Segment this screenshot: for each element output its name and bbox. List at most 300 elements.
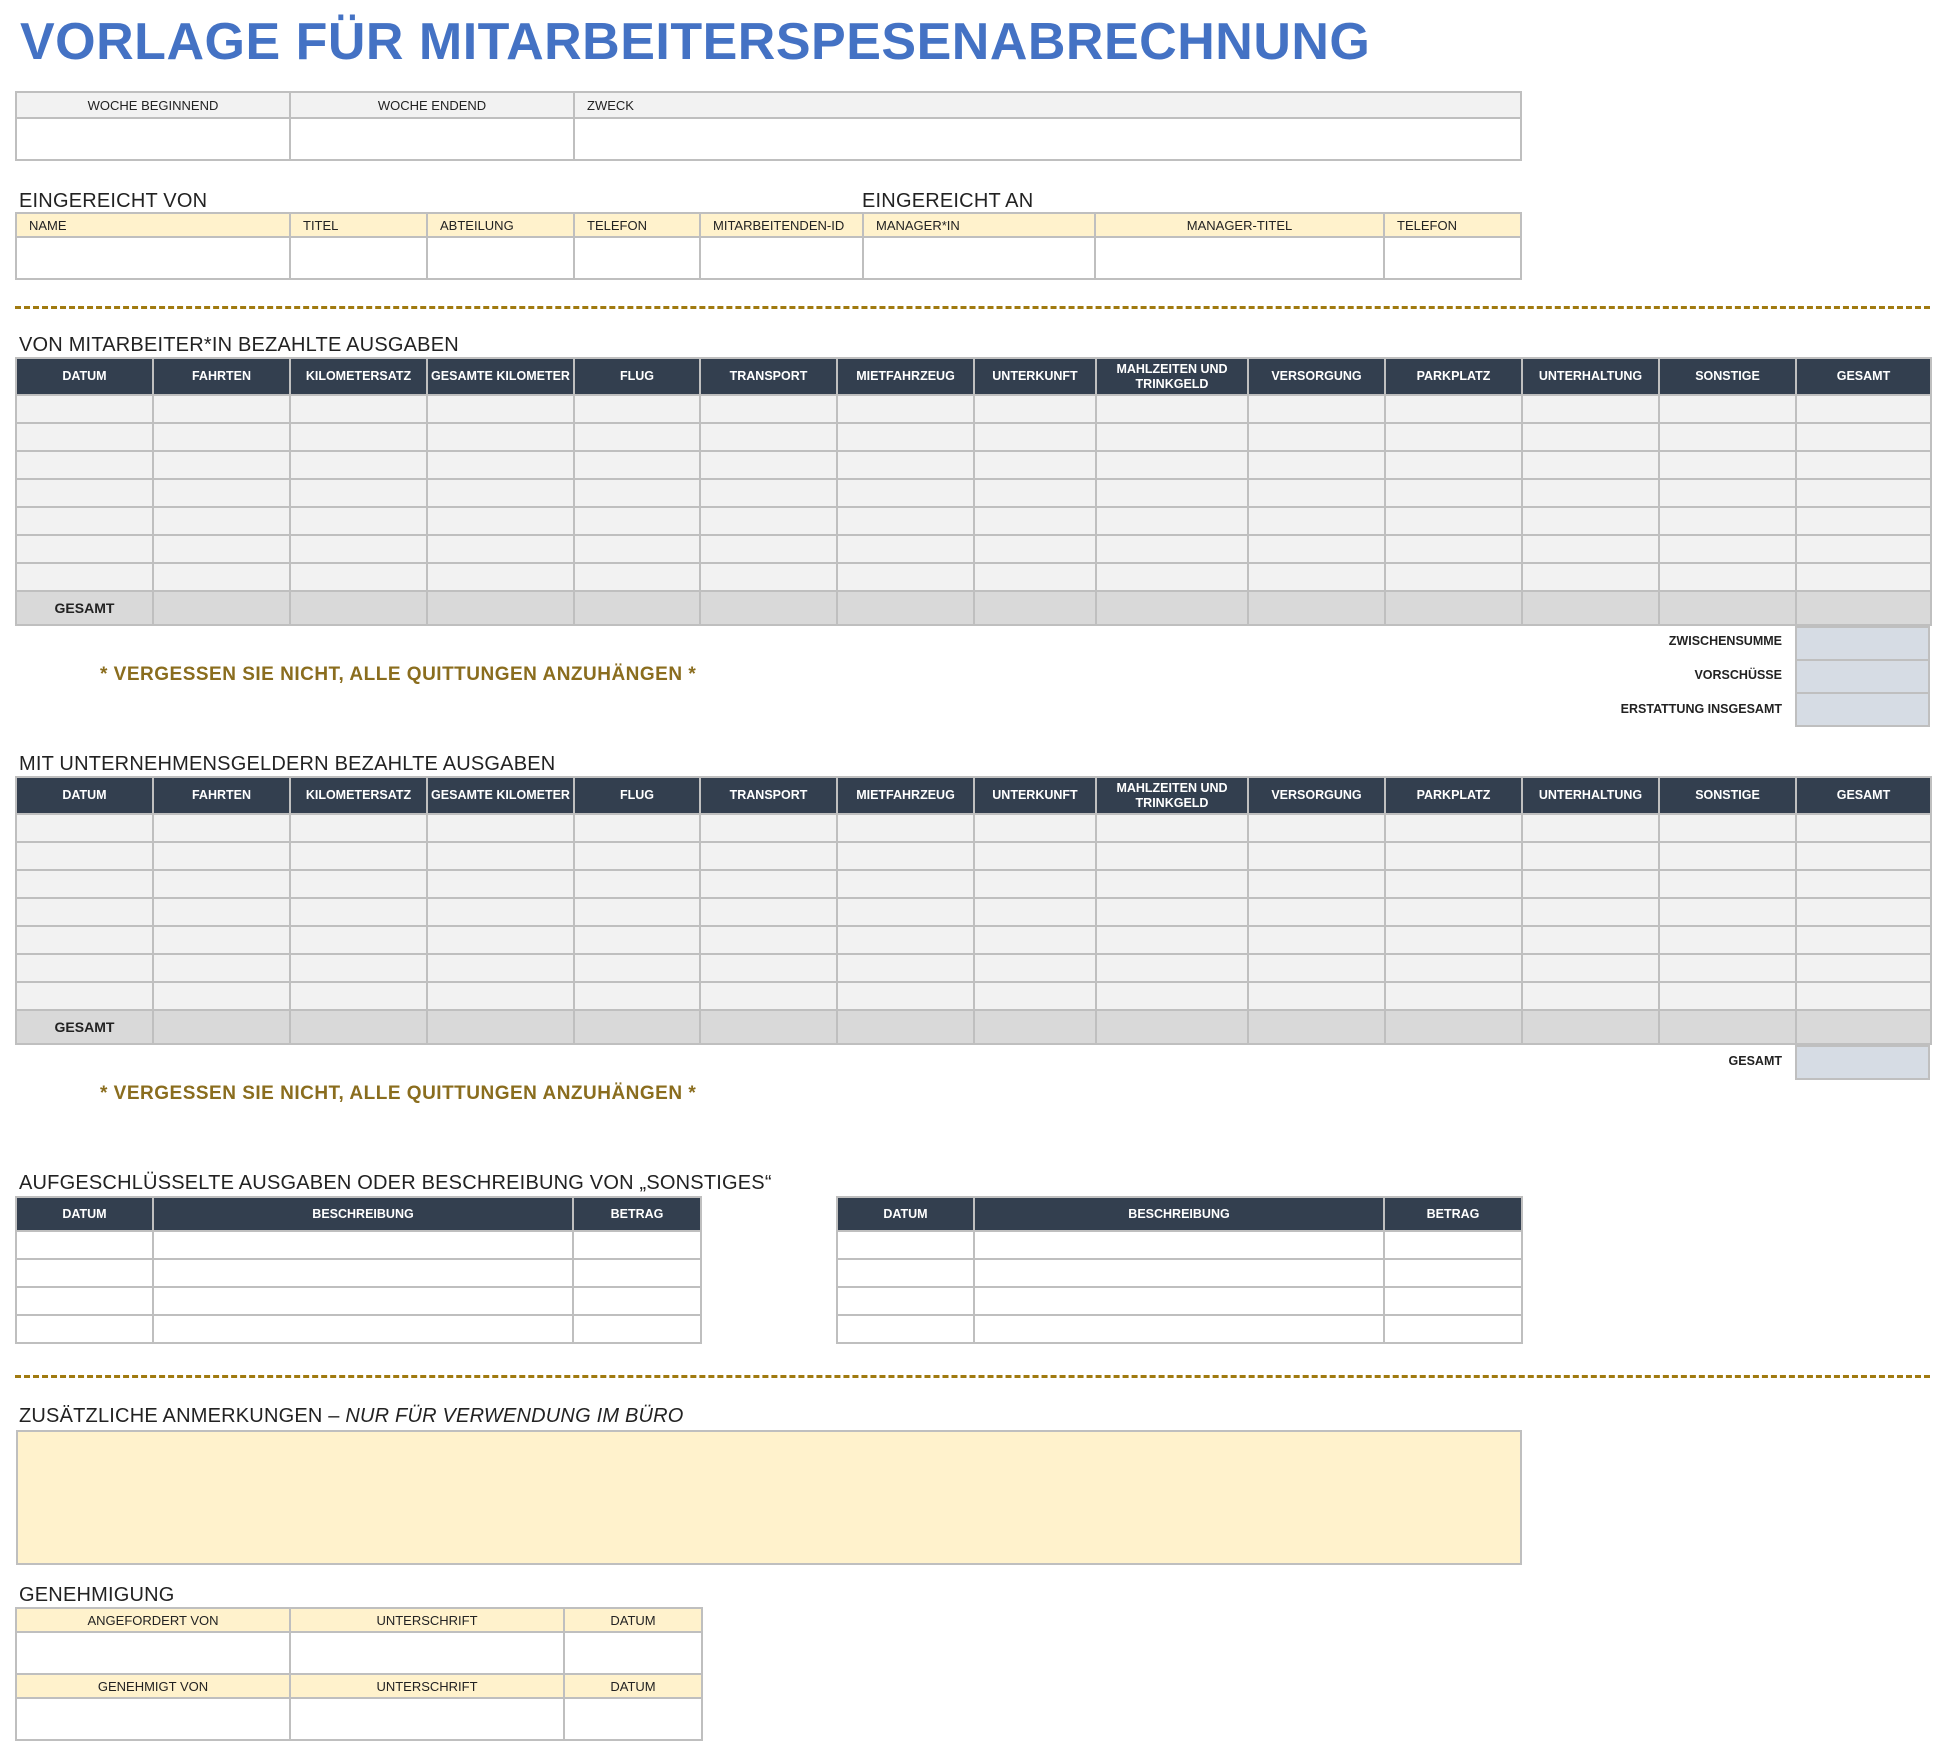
expense-cell[interactable] [16, 535, 153, 563]
employee-id-cell[interactable] [700, 237, 863, 279]
total-cell[interactable] [1659, 1010, 1796, 1044]
expense-cell[interactable] [1385, 814, 1522, 842]
expense-cell[interactable] [290, 451, 427, 479]
total-cell[interactable] [700, 1010, 837, 1044]
expense-cell[interactable] [427, 423, 574, 451]
expense-cell[interactable] [16, 954, 153, 982]
expense-cell[interactable] [1796, 423, 1931, 451]
expense-cell[interactable] [427, 563, 574, 591]
expense-cell[interactable] [153, 507, 290, 535]
expense-cell[interactable] [974, 423, 1096, 451]
expense-cell[interactable] [574, 423, 700, 451]
expense-cell[interactable] [700, 870, 837, 898]
expense-cell[interactable] [1522, 395, 1659, 423]
expense-cell[interactable] [427, 451, 574, 479]
total-cell[interactable] [837, 591, 974, 625]
expense-cell[interactable] [837, 423, 974, 451]
itemized-cell[interactable] [974, 1231, 1384, 1259]
expense-cell[interactable] [290, 507, 427, 535]
date-cell[interactable] [564, 1632, 702, 1674]
total-cell[interactable] [1096, 1010, 1248, 1044]
expense-cell[interactable] [290, 395, 427, 423]
expense-cell[interactable] [574, 926, 700, 954]
table-row [16, 982, 1931, 1010]
expense-cell[interactable] [427, 479, 574, 507]
expense-cell[interactable] [427, 507, 574, 535]
total-cell[interactable] [1385, 591, 1522, 625]
expense-cell[interactable] [153, 423, 290, 451]
expense-cell[interactable] [1248, 479, 1385, 507]
itemized-cell[interactable] [1384, 1259, 1522, 1287]
expense-cell[interactable] [1522, 842, 1659, 870]
expense-cell[interactable] [1522, 926, 1659, 954]
expense-cell[interactable] [837, 954, 974, 982]
expense-cell[interactable] [974, 982, 1096, 1010]
itemized-cell[interactable] [573, 1315, 701, 1343]
expense-cell[interactable] [974, 926, 1096, 954]
total-cell[interactable] [974, 591, 1096, 625]
expense-cell[interactable] [1796, 982, 1931, 1010]
expense-cell[interactable] [1385, 982, 1522, 1010]
expense-cell[interactable] [290, 898, 427, 926]
expense-cell[interactable] [1659, 451, 1796, 479]
requested-by-cell[interactable] [16, 1632, 290, 1674]
expense-cell[interactable] [700, 535, 837, 563]
expense-cell[interactable] [16, 982, 153, 1010]
table-row [16, 1259, 701, 1287]
expense-cell[interactable] [574, 395, 700, 423]
expense-cell[interactable] [1659, 954, 1796, 982]
expense-cell[interactable] [1659, 842, 1796, 870]
expense-cell[interactable] [837, 395, 974, 423]
expense-cell[interactable] [427, 814, 574, 842]
expense-cell[interactable] [837, 870, 974, 898]
manager-title-cell[interactable] [1095, 237, 1384, 279]
expense-cell[interactable] [427, 982, 574, 1010]
itemized-cell[interactable] [153, 1259, 573, 1287]
total-cell[interactable] [1248, 591, 1385, 625]
expense-cell[interactable] [1659, 535, 1796, 563]
expense-cell[interactable] [153, 926, 290, 954]
total-cell[interactable] [1522, 591, 1659, 625]
expense-cell[interactable] [290, 535, 427, 563]
expense-cell[interactable] [837, 535, 974, 563]
total-cell[interactable] [974, 1010, 1096, 1044]
expense-cell[interactable] [574, 535, 700, 563]
expense-cell[interactable] [837, 507, 974, 535]
department-cell[interactable] [427, 237, 574, 279]
expense-cell[interactable] [290, 563, 427, 591]
expense-cell[interactable] [1248, 814, 1385, 842]
expense-cell[interactable] [700, 898, 837, 926]
manager-cell[interactable] [863, 237, 1095, 279]
expense-cell[interactable] [1385, 479, 1522, 507]
expense-cell[interactable] [16, 423, 153, 451]
total-row [16, 591, 1931, 625]
date-header: DATUM [564, 1674, 702, 1698]
expense-cell[interactable] [1796, 451, 1931, 479]
expense-cell[interactable] [1248, 842, 1385, 870]
expense-cell[interactable] [700, 451, 837, 479]
expense-cell[interactable] [153, 479, 290, 507]
expense-cell[interactable] [1096, 842, 1248, 870]
expense-cell[interactable] [1385, 842, 1522, 870]
expense-cell[interactable] [974, 898, 1096, 926]
expense-cell[interactable] [427, 898, 574, 926]
total-reimbursement-cell[interactable] [1795, 692, 1930, 727]
expense-cell[interactable] [1096, 451, 1248, 479]
total-cell[interactable] [1096, 591, 1248, 625]
expense-cell[interactable] [1796, 926, 1931, 954]
itemized-cell[interactable] [573, 1259, 701, 1287]
expense-cell[interactable] [153, 535, 290, 563]
itemized-cell[interactable] [837, 1287, 974, 1315]
expense-cell[interactable] [427, 954, 574, 982]
expense-cell[interactable] [700, 563, 837, 591]
expense-cell[interactable] [1796, 898, 1931, 926]
itemized-cell[interactable] [974, 1315, 1384, 1343]
expense-cell[interactable] [1659, 814, 1796, 842]
expense-cell[interactable] [1659, 870, 1796, 898]
expense-cell[interactable] [837, 926, 974, 954]
date-cell[interactable] [564, 1698, 702, 1740]
expense-cell[interactable] [16, 814, 153, 842]
itemized-cell[interactable] [153, 1315, 573, 1343]
itemized-cell[interactable] [837, 1231, 974, 1259]
column-header-unterkunft: UNTERKUNFT [974, 358, 1096, 395]
expense-cell[interactable] [153, 870, 290, 898]
total-cell[interactable] [1796, 591, 1931, 625]
expense-cell[interactable] [1248, 870, 1385, 898]
expense-cell[interactable] [700, 507, 837, 535]
expense-cell[interactable] [16, 842, 153, 870]
separator-line [15, 306, 1930, 309]
employee-paid-table [15, 357, 1932, 626]
expense-cell[interactable] [16, 898, 153, 926]
expense-cell[interactable] [427, 535, 574, 563]
itemized-cell[interactable] [1384, 1287, 1522, 1315]
total-cell[interactable] [1796, 1010, 1931, 1044]
expense-cell[interactable] [1796, 395, 1931, 423]
expense-cell[interactable] [1248, 535, 1385, 563]
expense-cell[interactable] [837, 898, 974, 926]
total-cell[interactable] [1248, 1010, 1385, 1044]
expense-cell[interactable] [1096, 982, 1248, 1010]
expense-cell[interactable] [1659, 926, 1796, 954]
total-cell[interactable] [290, 1010, 427, 1044]
expense-cell[interactable] [16, 926, 153, 954]
expense-cell[interactable] [574, 507, 700, 535]
expense-cell[interactable] [1522, 451, 1659, 479]
expense-cell[interactable] [574, 898, 700, 926]
expense-cell[interactable] [700, 479, 837, 507]
expense-cell[interactable] [1248, 451, 1385, 479]
advances-label: VORSCHÜSSE [1694, 668, 1782, 682]
expense-cell[interactable] [1096, 954, 1248, 982]
expense-cell[interactable] [1096, 395, 1248, 423]
column-header-unterhaltung: UNTERHALTUNG [1522, 777, 1659, 814]
expense-cell[interactable] [1385, 898, 1522, 926]
signature-cell[interactable] [290, 1698, 564, 1740]
expense-cell[interactable] [700, 926, 837, 954]
expense-cell[interactable] [1522, 423, 1659, 451]
expense-cell[interactable] [574, 954, 700, 982]
week-start-cell[interactable] [16, 118, 290, 160]
expense-cell[interactable] [1385, 870, 1522, 898]
expense-cell[interactable] [1096, 507, 1248, 535]
expense-cell[interactable] [1659, 507, 1796, 535]
expense-cell[interactable] [1522, 507, 1659, 535]
expense-cell[interactable] [16, 563, 153, 591]
phone-cell[interactable] [574, 237, 700, 279]
column-header-flug: FLUG [574, 777, 700, 814]
expense-cell[interactable] [1659, 423, 1796, 451]
manager-phone-cell[interactable] [1384, 237, 1521, 279]
column-header-kilometersatz: KILOMETERSATZ [290, 777, 427, 814]
total-cell[interactable] [574, 591, 700, 625]
expense-cell[interactable] [1522, 479, 1659, 507]
expense-cell[interactable] [153, 563, 290, 591]
expense-cell[interactable] [1796, 507, 1931, 535]
expense-cell[interactable] [974, 451, 1096, 479]
purpose-cell[interactable] [574, 118, 1521, 160]
week-start-header: WOCHE BEGINNEND [16, 92, 290, 118]
expense-cell[interactable] [1522, 814, 1659, 842]
approval-label: GENEHMIGUNG [19, 1584, 175, 1606]
approved-by-cell[interactable] [16, 1698, 290, 1740]
expense-cell[interactable] [290, 479, 427, 507]
expense-cell[interactable] [1796, 535, 1931, 563]
expense-cell[interactable] [837, 479, 974, 507]
receipt-reminder: * VERGESSEN SIE NICHT, ALLE QUITTUNGEN ANZUHÄNGEN * [100, 664, 697, 685]
expense-cell[interactable] [1796, 479, 1931, 507]
expense-cell[interactable] [1096, 926, 1248, 954]
total-cell[interactable] [427, 1010, 574, 1044]
expense-cell[interactable] [290, 842, 427, 870]
expense-cell[interactable] [153, 395, 290, 423]
expense-cell[interactable] [837, 842, 974, 870]
expense-cell[interactable] [974, 507, 1096, 535]
expense-cell[interactable] [16, 395, 153, 423]
submitter-table [15, 212, 1522, 280]
expense-cell[interactable] [1385, 535, 1522, 563]
expense-cell[interactable] [290, 814, 427, 842]
subtotal-cell[interactable] [1795, 626, 1930, 661]
total-cell[interactable] [1659, 591, 1796, 625]
expense-cell[interactable] [1096, 535, 1248, 563]
expense-cell[interactable] [1796, 870, 1931, 898]
expense-cell[interactable] [700, 395, 837, 423]
itemized-cell[interactable] [16, 1315, 153, 1343]
expense-cell[interactable] [1522, 898, 1659, 926]
expense-cell[interactable] [1659, 563, 1796, 591]
expense-cell[interactable] [1248, 954, 1385, 982]
expense-cell[interactable] [974, 842, 1096, 870]
itemized-cell[interactable] [16, 1287, 153, 1315]
expense-cell[interactable] [574, 982, 700, 1010]
itemized-table-left [15, 1196, 702, 1344]
total-cell[interactable] [700, 591, 837, 625]
expense-cell[interactable] [1248, 395, 1385, 423]
expense-cell[interactable] [837, 563, 974, 591]
total-cell[interactable] [837, 1010, 974, 1044]
expense-cell[interactable] [153, 842, 290, 870]
column-header-gesamt: GESAMT [1796, 777, 1931, 814]
expense-cell[interactable] [1385, 926, 1522, 954]
expense-cell[interactable] [574, 479, 700, 507]
expense-cell[interactable] [700, 814, 837, 842]
itemized-cell[interactable] [153, 1231, 573, 1259]
expense-cell[interactable] [290, 870, 427, 898]
week-end-cell[interactable] [290, 118, 574, 160]
expense-cell[interactable] [153, 451, 290, 479]
table-row [837, 1259, 1522, 1287]
column-header-versorgung: VERSORGUNG [1248, 777, 1385, 814]
purpose-header: ZWECK [574, 92, 1521, 118]
expense-cell[interactable] [974, 814, 1096, 842]
expense-cell[interactable] [574, 870, 700, 898]
department-header: ABTEILUNG [427, 213, 574, 237]
expense-cell[interactable] [1248, 423, 1385, 451]
expense-cell[interactable] [1522, 870, 1659, 898]
expense-cell[interactable] [290, 423, 427, 451]
total-cell[interactable] [1385, 1010, 1522, 1044]
itemized-cell[interactable] [16, 1231, 153, 1259]
expense-cell[interactable] [837, 982, 974, 1010]
expense-cell[interactable] [16, 479, 153, 507]
expense-cell[interactable] [1659, 982, 1796, 1010]
expense-cell[interactable] [1522, 954, 1659, 982]
itemized-cell[interactable] [1384, 1315, 1522, 1343]
expense-cell[interactable] [1385, 395, 1522, 423]
expense-cell[interactable] [1096, 870, 1248, 898]
expense-cell[interactable] [427, 395, 574, 423]
expense-cell[interactable] [153, 814, 290, 842]
expense-cell[interactable] [1796, 563, 1931, 591]
itemized-cell[interactable] [573, 1231, 701, 1259]
total-cell[interactable] [153, 591, 290, 625]
itemized-cell[interactable] [153, 1287, 573, 1315]
total-cell[interactable] [574, 1010, 700, 1044]
expense-cell[interactable] [1659, 898, 1796, 926]
total-cell[interactable] [427, 591, 574, 625]
expense-cell[interactable] [1096, 898, 1248, 926]
expense-cell[interactable] [1522, 982, 1659, 1010]
expense-cell[interactable] [974, 870, 1096, 898]
expense-cell[interactable] [1096, 563, 1248, 591]
expense-cell[interactable] [1248, 898, 1385, 926]
expense-cell[interactable] [153, 982, 290, 1010]
column-header-beschreibung: BESCHREIBUNG [974, 1197, 1384, 1231]
expense-cell[interactable] [1385, 423, 1522, 451]
expense-cell[interactable] [974, 479, 1096, 507]
expense-cell[interactable] [700, 423, 837, 451]
expense-cell[interactable] [16, 870, 153, 898]
expense-cell[interactable] [1659, 479, 1796, 507]
expense-cell[interactable] [1096, 814, 1248, 842]
expense-cell[interactable] [290, 926, 427, 954]
expense-cell[interactable] [574, 842, 700, 870]
expense-cell[interactable] [1248, 563, 1385, 591]
expense-cell[interactable] [1096, 479, 1248, 507]
week-end-header: WOCHE ENDEND [290, 92, 574, 118]
requested-by-header: ANGEFORDERT VON [16, 1608, 290, 1632]
title-cell[interactable] [290, 237, 427, 279]
column-header-flug: FLUG [574, 358, 700, 395]
expense-cell[interactable] [974, 954, 1096, 982]
expense-cell[interactable] [427, 926, 574, 954]
itemized-cell[interactable] [837, 1315, 974, 1343]
expense-cell[interactable] [1385, 954, 1522, 982]
expense-cell[interactable] [1096, 423, 1248, 451]
expense-cell[interactable] [427, 870, 574, 898]
total-cell[interactable] [1522, 1010, 1659, 1044]
expense-cell[interactable] [974, 535, 1096, 563]
expense-cell[interactable] [837, 451, 974, 479]
expense-cell[interactable] [153, 954, 290, 982]
advances-cell[interactable] [1795, 659, 1930, 694]
itemized-cell[interactable] [837, 1259, 974, 1287]
expense-cell[interactable] [837, 814, 974, 842]
expense-cell[interactable] [290, 982, 427, 1010]
approval-table [15, 1607, 703, 1741]
expense-cell[interactable] [574, 563, 700, 591]
expense-cell[interactable] [1796, 842, 1931, 870]
total-cell[interactable] [153, 1010, 290, 1044]
notes-box[interactable] [16, 1430, 1522, 1565]
column-header-datum: DATUM [16, 358, 153, 395]
expense-cell[interactable] [700, 842, 837, 870]
expense-cell[interactable] [16, 507, 153, 535]
table-row [837, 1315, 1522, 1343]
expense-cell[interactable] [153, 898, 290, 926]
expense-cell[interactable] [974, 395, 1096, 423]
expense-cell[interactable] [574, 451, 700, 479]
column-header-parkplatz: PARKPLATZ [1385, 358, 1522, 395]
expense-cell[interactable] [1385, 507, 1522, 535]
itemized-cell[interactable] [974, 1259, 1384, 1287]
itemized-cell[interactable] [573, 1287, 701, 1315]
expense-cell[interactable] [1385, 563, 1522, 591]
expense-cell[interactable] [974, 563, 1096, 591]
expense-cell[interactable] [700, 982, 837, 1010]
expense-cell[interactable] [1248, 926, 1385, 954]
expense-cell[interactable] [427, 842, 574, 870]
table-row [837, 1287, 1522, 1315]
expense-cell[interactable] [1522, 535, 1659, 563]
company-total-label: GESAMT [1728, 1054, 1782, 1068]
expense-cell[interactable] [1796, 954, 1931, 982]
expense-cell[interactable] [1659, 395, 1796, 423]
expense-cell[interactable] [1385, 451, 1522, 479]
total-cell[interactable] [290, 591, 427, 625]
expense-cell[interactable] [700, 954, 837, 982]
expense-cell[interactable] [290, 954, 427, 982]
itemized-cell[interactable] [974, 1287, 1384, 1315]
signature-cell[interactable] [290, 1632, 564, 1674]
expense-cell[interactable] [1522, 563, 1659, 591]
itemized-cell[interactable] [16, 1259, 153, 1287]
expense-cell[interactable] [16, 451, 153, 479]
column-header-mietfahrzeug: MIETFAHRZEUG [837, 777, 974, 814]
name-cell[interactable] [16, 237, 290, 279]
expense-cell[interactable] [1248, 507, 1385, 535]
itemized-cell[interactable] [1384, 1231, 1522, 1259]
company-total-cell[interactable] [1795, 1045, 1930, 1080]
expense-cell[interactable] [574, 814, 700, 842]
expense-cell[interactable] [1796, 814, 1931, 842]
expense-cell[interactable] [1248, 982, 1385, 1010]
